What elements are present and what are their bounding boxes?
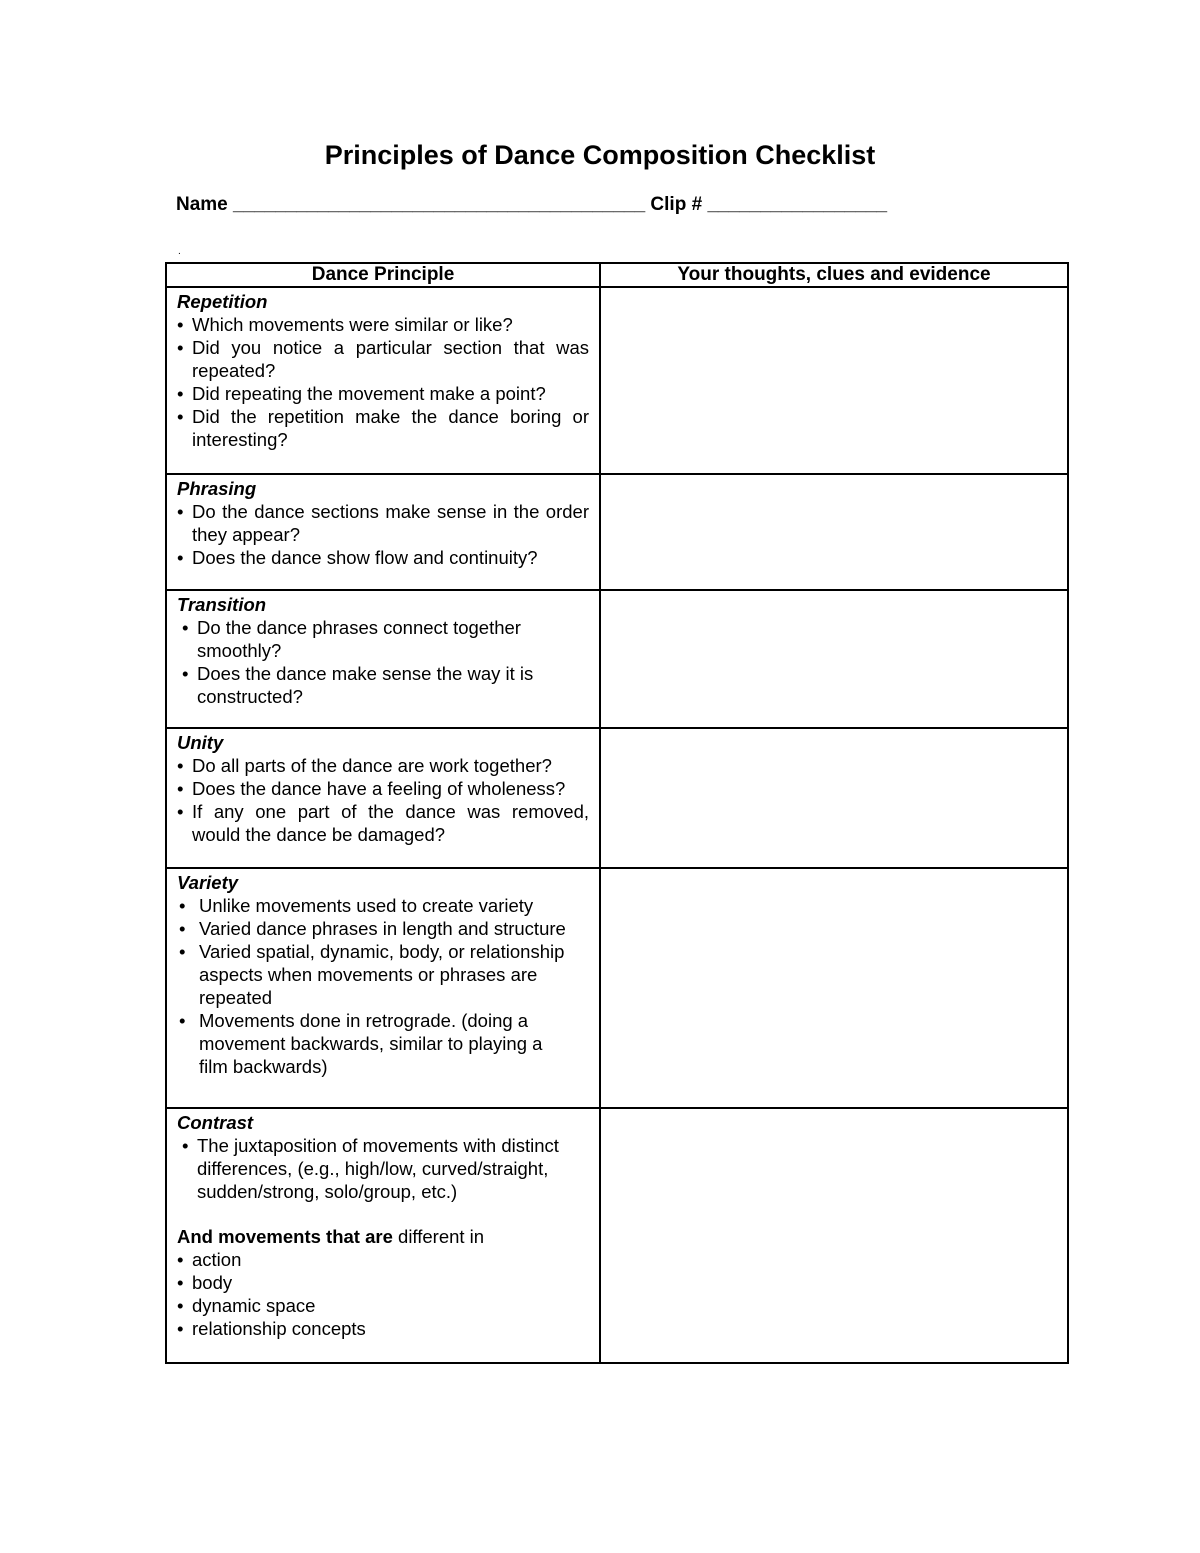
principle-heading: Transition (177, 594, 267, 615)
clip-label: Clip # (650, 194, 703, 215)
principle-cell (166, 287, 600, 474)
principle-cell (166, 868, 600, 1108)
name-blank[interactable]: _______________________________________ (233, 194, 646, 215)
list-item: • Does the dance have a feeling of wholeness? (177, 777, 589, 800)
name-clip-line (176, 194, 887, 216)
evidence-cell[interactable] (600, 287, 1068, 474)
principle-heading: Unity (177, 732, 224, 753)
list-item: • action (177, 1248, 589, 1271)
list-item: • Varied dance phrases in length and structure (177, 917, 589, 940)
list-item: • Do all parts of the dance are work together? (177, 754, 589, 777)
column-header-principle: Dance Principle (166, 263, 600, 287)
evidence-cell[interactable] (600, 590, 1068, 728)
list-item: • relationship concepts (177, 1317, 589, 1340)
list-item: • Does the dance show flow and continuity? (177, 546, 589, 569)
evidence-cell[interactable] (600, 868, 1068, 1108)
principle-cell (166, 1108, 600, 1363)
list-item: • dynamic space (177, 1294, 589, 1317)
principle-heading: Phrasing (177, 478, 257, 499)
list-item: • Do the dance sections make sense in the order they appear? (177, 500, 589, 546)
list-item: • Did you notice a particular section that was repeated? (177, 336, 589, 382)
table-header-row (166, 263, 1068, 287)
page-title: Principles of Dance Composition Checklist (324, 140, 876, 170)
table-row (166, 1108, 1068, 1363)
evidence-cell[interactable] (600, 474, 1068, 590)
list-item: • Which movements were similar or like? (177, 313, 589, 336)
contrast-lead (177, 1225, 589, 1248)
contrast-lead-rest: different in (392, 1226, 485, 1247)
list-item: • Does the dance make sense the way it is constructed? (177, 662, 547, 708)
list-item: • Did the repetition make the dance boring or interesting? (177, 405, 589, 451)
stray-mark: . (178, 246, 181, 257)
list-item: • If any one part of the dance was removed, would the dance be damaged? (177, 800, 589, 846)
list-item: • Unlike movements used to create variety (177, 894, 589, 917)
table-row (166, 590, 1068, 728)
principle-cell (166, 728, 600, 868)
checklist-table (165, 262, 1069, 1364)
list-item: • body (177, 1271, 589, 1294)
evidence-cell[interactable] (600, 728, 1068, 868)
clip-blank[interactable]: _________________ (707, 194, 888, 215)
table-row (166, 287, 1068, 474)
principle-cell (166, 474, 600, 590)
evidence-cell[interactable] (600, 1108, 1068, 1363)
table-row (166, 868, 1068, 1108)
table-row (166, 728, 1068, 868)
principle-cell (166, 590, 600, 728)
principle-heading: Contrast (177, 1112, 254, 1133)
name-label: Name (176, 194, 228, 215)
principle-heading: Variety (177, 872, 239, 893)
principle-heading: Repetition (177, 291, 268, 312)
contrast-lead-bold: And movements that are (177, 1226, 393, 1247)
list-item: • Do the dance phrases connect together smoothly? (177, 616, 547, 662)
column-header-thoughts: Your thoughts, clues and evidence (600, 263, 1068, 287)
list-item: • Did repeating the movement make a point? (177, 382, 589, 405)
table-row (166, 474, 1068, 590)
list-item: • Varied spatial, dynamic, body, or relationship aspects when movements or phrases are repeated (177, 940, 589, 1009)
list-item: • Movements done in retrograde. (doing a movement backwards, similar to playing a film backwards) (177, 1009, 559, 1078)
list-item: • The juxtaposition of movements with distinct differences, (e.g., high/low, curved/straight, sudden/strong, solo/group, etc.) (177, 1134, 589, 1203)
